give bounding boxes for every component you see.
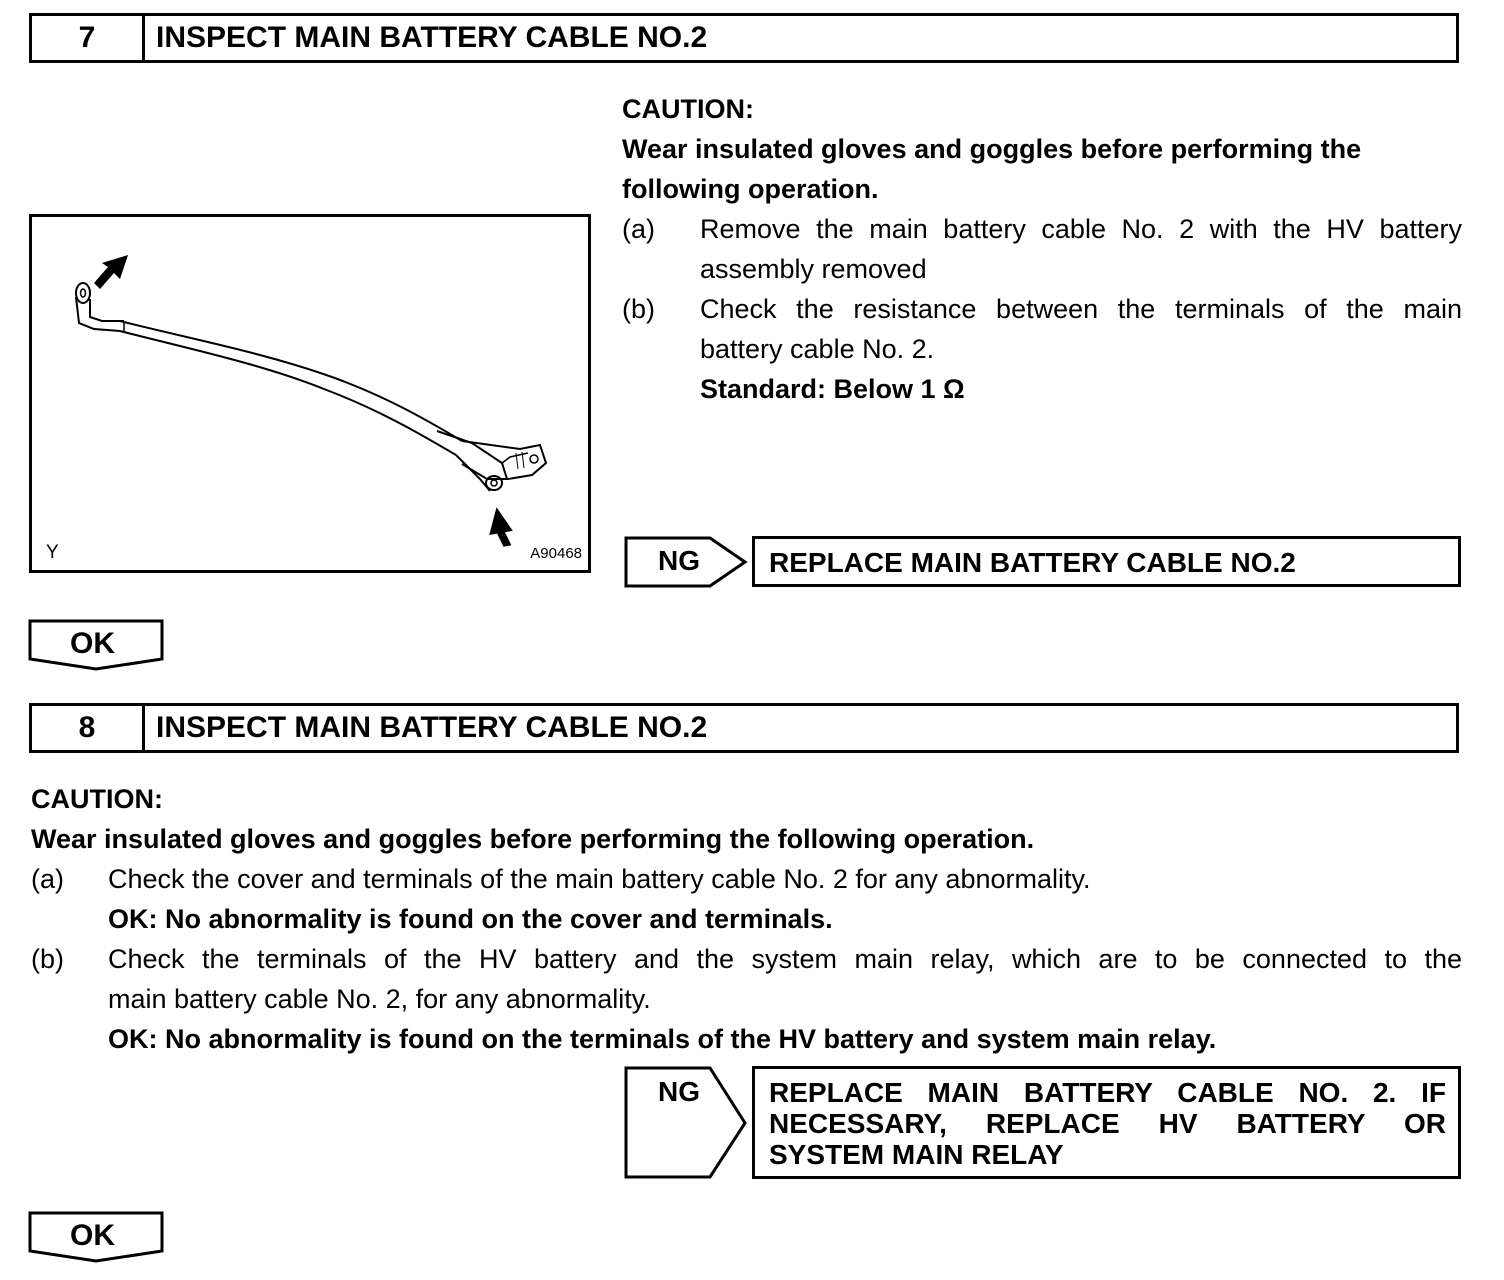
step-title: INSPECT MAIN BATTERY CABLE NO.2 (156, 21, 708, 54)
ng-result-line1: REPLACE MAIN BATTERY CABLE NO. 2. IF (769, 1077, 1446, 1108)
step-8-header (29, 703, 1459, 753)
ng-result-box (752, 536, 1461, 587)
step-7-header (29, 13, 1459, 63)
caution-text: Wear insulated gloves and goggles before performing the following operation. (31, 824, 1035, 854)
ok-label: OK (70, 627, 115, 660)
item-a-ok: OK: No abnormality is found on the cover and terminals. (108, 904, 833, 934)
arrow-top-icon (94, 255, 128, 289)
figure-letter: Y (46, 542, 59, 563)
ng-result-line3: SYSTEM MAIN RELAY (769, 1139, 1064, 1170)
figure-code: A90468 (530, 545, 582, 562)
battery-cable-drawing (32, 217, 588, 570)
item-b-line2: battery cable No. 2. (700, 334, 935, 364)
item-b-line1: Check the resistance between the terminals of the main (700, 294, 1462, 324)
ok-label: OK (70, 1219, 115, 1252)
item-b-marker: (b) (31, 944, 64, 974)
item-a-line2: assembly removed (700, 254, 927, 284)
item-b-line1: Check the terminals of the HV battery and the system main relay, which are to be connected to the (108, 944, 1462, 974)
step-title: INSPECT MAIN BATTERY CABLE NO.2 (156, 711, 708, 744)
ng-label: NG (658, 545, 700, 576)
item-b-marker: (b) (622, 294, 655, 324)
cable-illustration (29, 214, 591, 573)
arrow-bottom-icon (485, 505, 516, 549)
caution-text-line1: Wear insulated gloves and goggles before performing the (622, 134, 1362, 164)
item-a-line: Check the cover and terminals of the main battery cable No. 2 for any abnormality. (108, 864, 1091, 894)
caution-heading: CAUTION: (31, 784, 163, 814)
ng-result-box (752, 1066, 1461, 1179)
ng-label: NG (658, 1076, 700, 1107)
ng-result-text: REPLACE MAIN BATTERY CABLE NO.2 (769, 547, 1296, 578)
item-a-marker: (a) (31, 864, 64, 894)
standard-value: Standard: Below 1 Ω (700, 374, 965, 404)
item-a-line1: Remove the main battery cable No. 2 with the HV battery (700, 214, 1462, 244)
ng-result-line2: NECESSARY, REPLACE HV BATTERY OR (769, 1108, 1446, 1139)
step-number: 7 (32, 16, 145, 60)
item-a-marker: (a) (622, 214, 655, 244)
step-number: 8 (32, 706, 145, 750)
item-b-ok: OK: No abnormality is found on the terminals of the HV battery and system main relay. (108, 1024, 1217, 1054)
caution-text-line2: following operation. (622, 174, 879, 204)
item-b-line2: main battery cable No. 2, for any abnormality. (108, 984, 651, 1014)
caution-heading: CAUTION: (622, 94, 754, 124)
